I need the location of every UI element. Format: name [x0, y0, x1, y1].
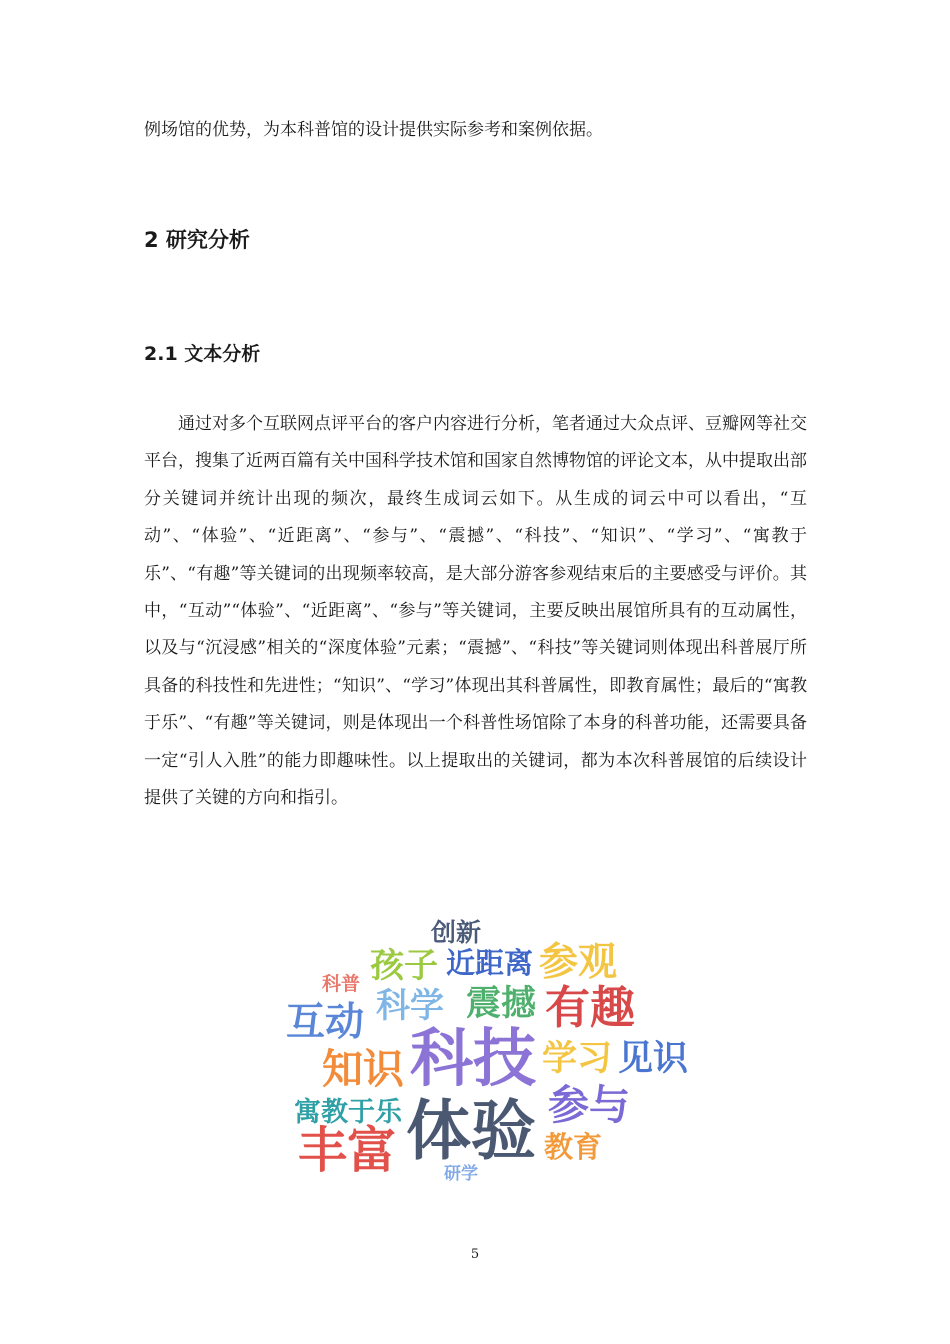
word-keji: 科技 [410, 1022, 536, 1095]
word-chuangxin: 创新 [430, 918, 482, 947]
word-youqu: 有趣 [545, 981, 636, 1034]
word-kexue: 科学 [376, 986, 444, 1026]
word-xuexi: 学习 [542, 1039, 613, 1079]
word-yujiaoyule: 寓教于乐 [294, 1097, 402, 1128]
word-canyu: 参与 [548, 1081, 630, 1129]
word-canguan: 参观 [539, 940, 618, 985]
body-paragraph: 通过对多个互联网点评平台的客户内容进行分析，笔者通过大众点评、豆瓣网等社交平台，搜集了近两百篇有关中国科学技术馆和国家自然博物馆的评论文本，从中提取出部分关键词并统计出现的频次，最终生成词云如下。从生成的词云中可以看出，“互动”、“体验”、“近距离”、“参与”、“震撼”、“科技”、“知识”、“学习”、“寓教于乐”、“有趣”等关键词的出现频率较高，是大部分游客参观结束后的主要感受与评价。其中，“互动”“体验”、“近距离”、“参与”等关键词，主要反映出展馆所具有的互动属性，以及与“沉浸感”相关的“深度体验”元素；“震撼”、“科技”等关键词则体现出科普展厅所具备的科技性和先进性；“知识”、“学习”体现出其科普属性，即教育属性；最后的“寓教于乐”、“有趣”等关键词，则是体现出一个科普性场馆除了本身的科普功能，还需要具备一定“引人入胜”的能力即趣味性。以上提取出的关键词，都为本次科普展馆的后续设计提供了关键的方向和指引。 [144, 414, 807, 809]
word-haizi: 孩子 [370, 946, 438, 986]
word-hudong: 互动 [286, 1000, 365, 1045]
subsection-heading: 2.1 文本分析 [144, 343, 261, 365]
word-cloud-svg [190, 895, 750, 1205]
section-heading: 2 研究分析 [144, 228, 250, 252]
word-jiaoyu: 教育 [544, 1130, 603, 1164]
word-tiyan: 体验 [406, 1094, 537, 1169]
word-zhenhan: 震撼 [466, 984, 537, 1024]
page-number: 5 [470, 1247, 480, 1262]
lead-line: 例场馆的优势，为本科普馆的设计提供实际参考和案例依据。 [144, 120, 603, 140]
word-cloud [190, 895, 750, 1205]
word-jinjuli: 近距离 [446, 946, 534, 980]
word-zhishi: 知识 [322, 1045, 404, 1093]
word-fengfu: 丰富 [298, 1122, 397, 1179]
word-yanxue: 研学 [444, 1164, 478, 1184]
word-jianshi: 见识 [618, 1039, 689, 1079]
word-kepu: 科普 [322, 973, 361, 995]
